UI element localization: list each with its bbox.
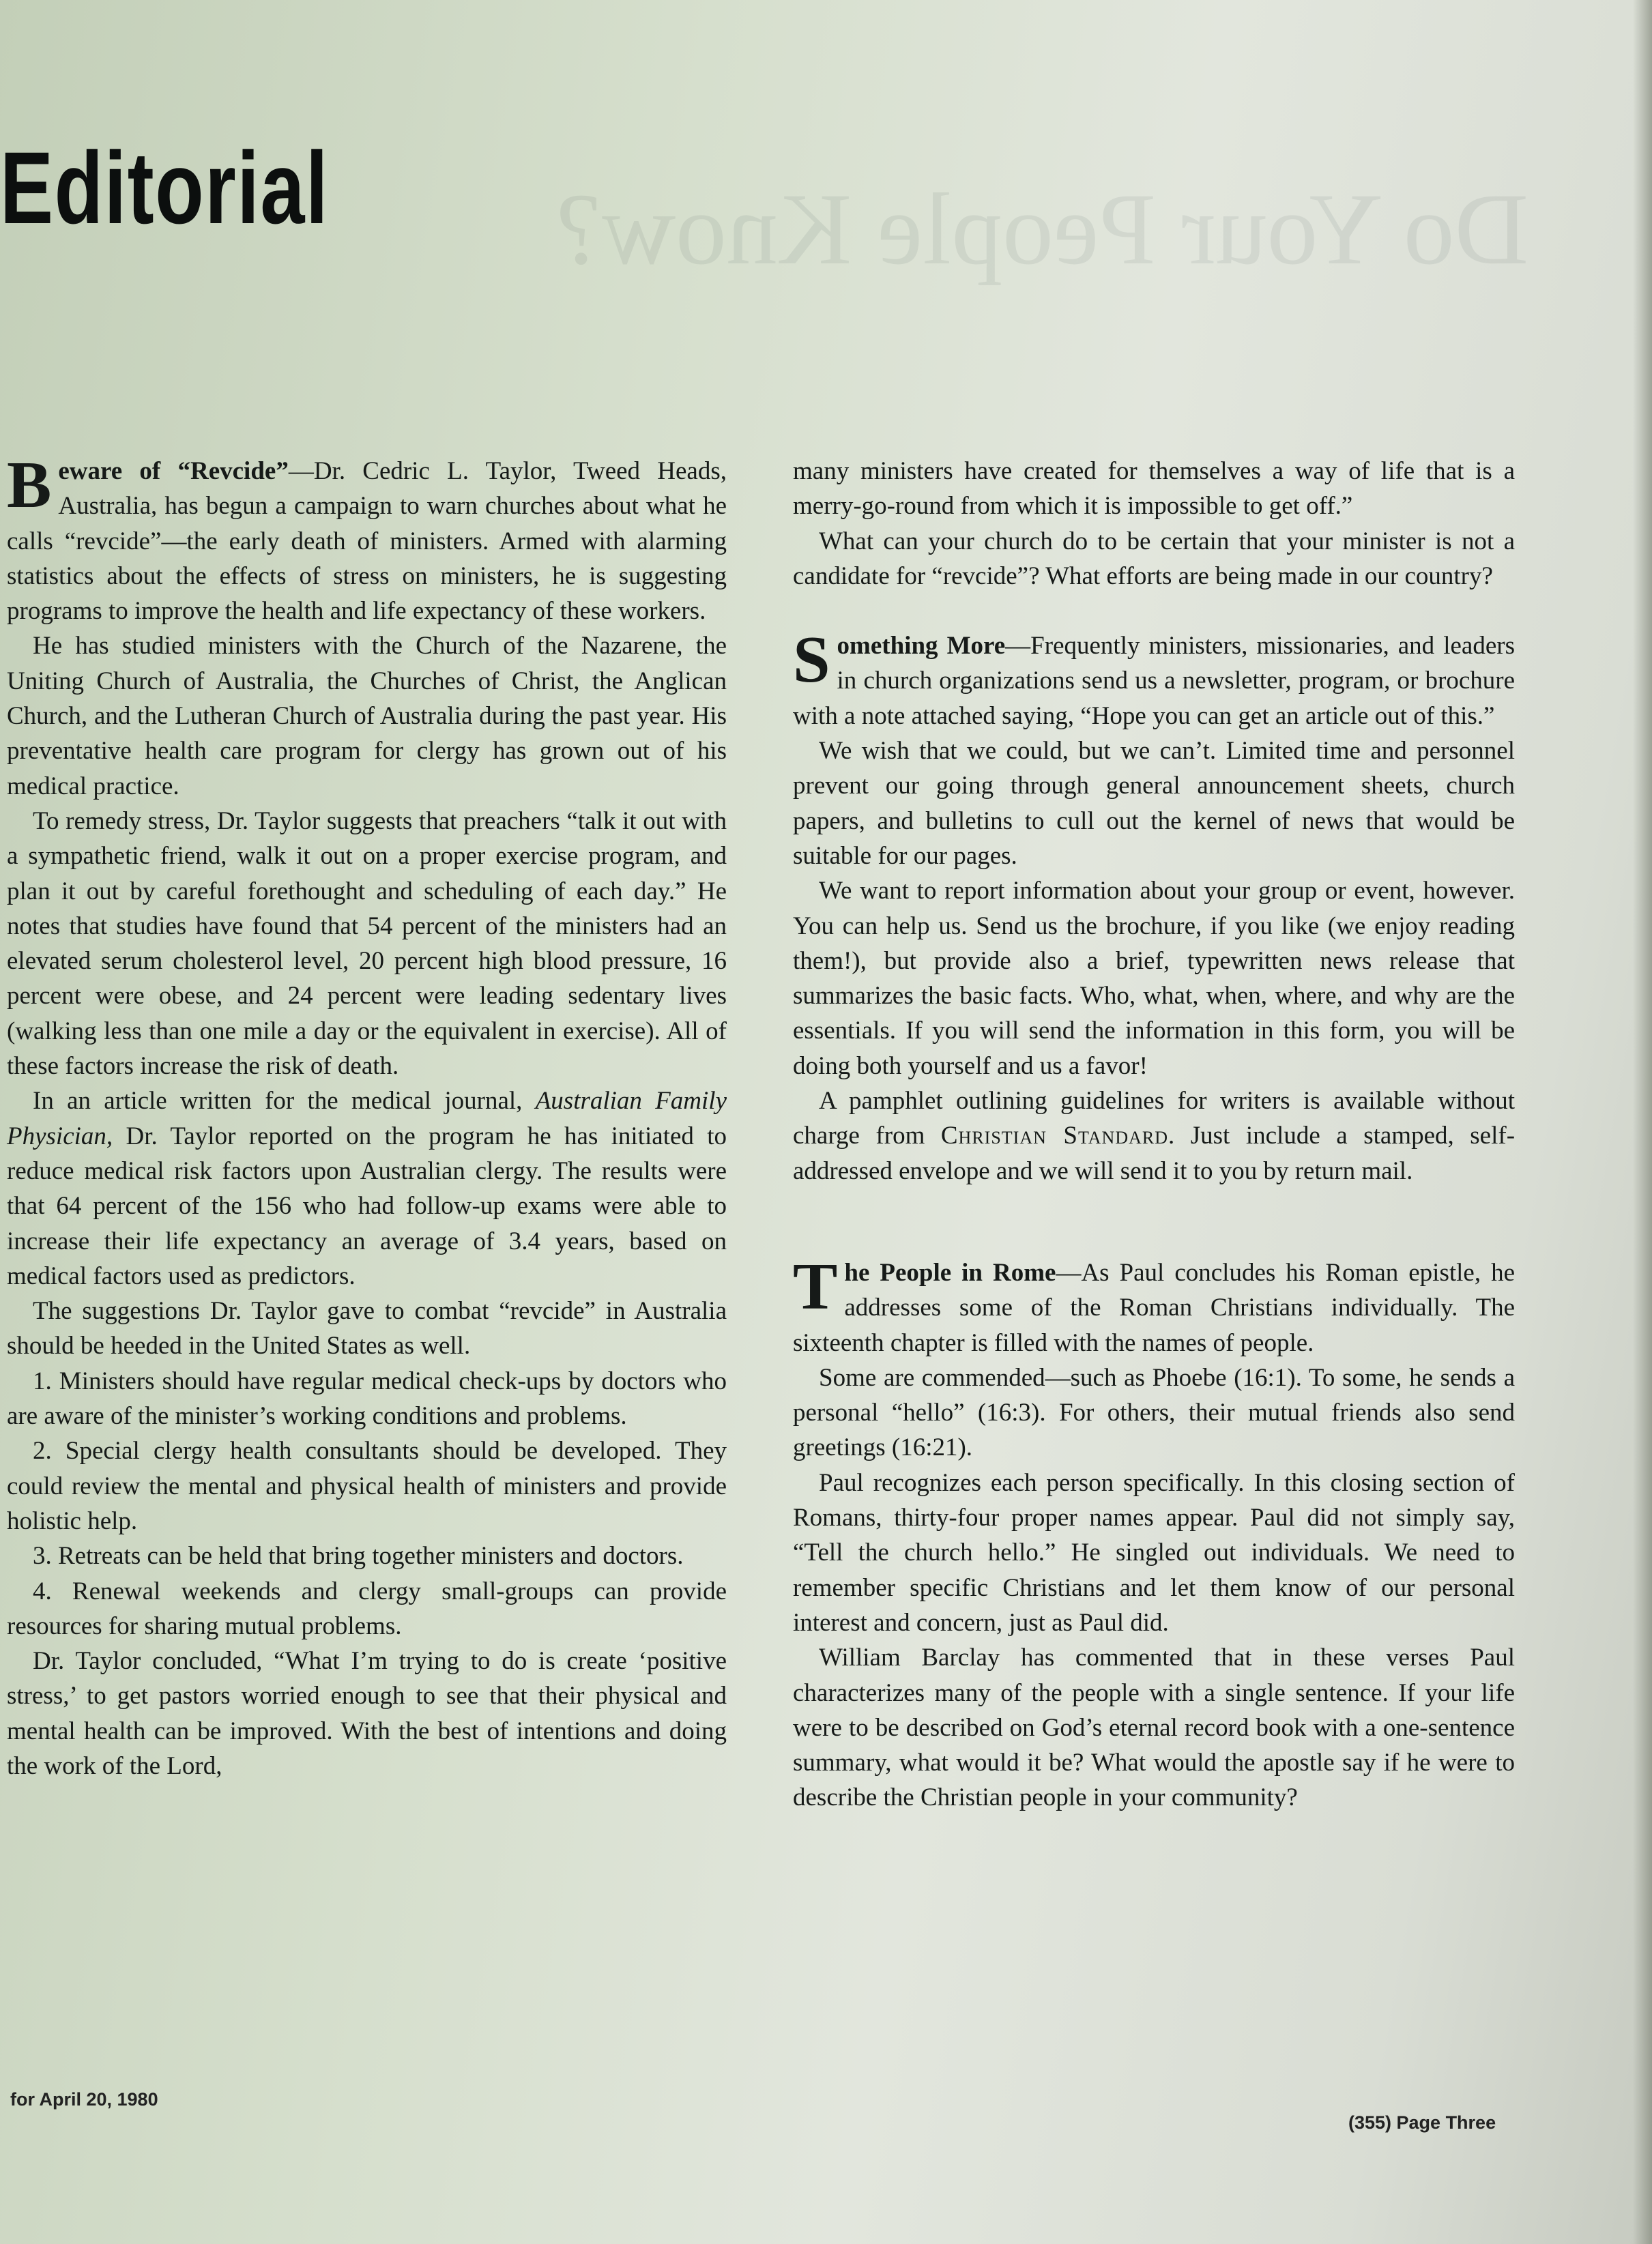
right-column: [793, 454, 1515, 1816]
footer-date: for April 20, 1980: [10, 2089, 158, 2110]
paragraph: Some are commended—such as Phoebe (16:1). To some, he sends a personal “hello” (16:3). For others, their mutual friends also send greetings (16:21).: [793, 1363, 1515, 1462]
bleed-through-heading: Do Your People Know?: [556, 173, 1528, 286]
paragraph: Paul recognizes each person specifically. In this closing section of Romans, thirty-four proper names appear. Paul did not simply say, “Tell the church hello.” He singled out individuals. We need to remember specific Christians and let them know of our personal interest and concern, just as Paul did.: [793, 1468, 1515, 1637]
journal-title: Australian Family Physician,: [7, 1087, 727, 1150]
list-item: 3. Retreats can be held that bring together ministers and doctors.: [33, 1542, 684, 1571]
paragraph-text: . Just include a stamped, self-addressed envelope and we will send it to you by return mail.: [793, 1122, 1516, 1185]
paragraph-text: —Frequently ministers, missionaries, and leaders in church organizations send us a newsletter, program, or brochure with a note attached saying, “Hope you can get an article out of this.”: [793, 632, 1515, 730]
publication-name: Christian Standard: [940, 1122, 1168, 1150]
list-item: 1. Ministers should have regular medical check-ups by doctors who are aware of the minister’s working conditions and problems.: [7, 1367, 727, 1431]
paragraph-text: Dr. Taylor reported on the program he has initiated to reduce medical risk factors upon Australian clergy. The results were that 64 percent of the 156 who had follow-up exams were able to increase their life expectancy an average of 3.4 years, based on medical factors used as predictors.: [7, 1122, 727, 1290]
paragraph-text: A pamphlet outlining guidelines for writers is available without charge from: [793, 1087, 1515, 1150]
section-heading-revcide: eware of “Revcide”: [58, 457, 289, 485]
paragraph: [7, 1083, 727, 1294]
paragraph-revcide-intro: [7, 448, 727, 628]
section-heading-people-in-rome: he People in Rome: [844, 1258, 1056, 1287]
page-edge-shadow: [1633, 0, 1652, 2244]
paragraph: Dr. Taylor concluded, “What I’m trying to do is create ‘positive stress,’ to get pastors worried enough to see that their physical and mental health can be improved. With the best of intentions and doing the work of the Lord,: [7, 1647, 727, 1780]
paragraph: The suggestions Dr. Taylor gave to combat “revcide” in Australia should be heeded in the United States as well.: [7, 1297, 727, 1360]
paragraph: He has studied ministers with the Church of the Nazarene, the Uniting Church of Australia, the Churches of Christ, the Anglican Church, and the Lutheran Church of Australia during the past year. His preventative health care program for clergy has grown out of his medical practice.: [7, 632, 727, 800]
section-spacer: [793, 594, 1515, 628]
paragraph-continuation: many ministers have created for themselves a way of life that is a merry-go-round from which it is impossible to get off.”: [793, 457, 1515, 521]
paragraph: To remedy stress, Dr. Taylor suggests that preachers “talk it out with a sympathetic friend, walk it out on a proper exercise program, and plan it out by careful forethought and scheduling of each day.” He notes that studies have found that 54 percent of the ministers had an elevated serum cholesterol level, 20 percent high blood pressure, 16 percent were obese, and 24 percent were leading sedentary lives (walking less than one mile a day or the equivalent in exercise). All of these factors increase the risk of death.: [7, 806, 727, 1081]
drop-cap: S: [793, 623, 830, 697]
paragraph: What can your church do to be certain that your minister is not a candidate for “revcide”? What efforts are being made in our country?: [793, 527, 1515, 590]
drop-cap: B: [7, 448, 52, 522]
paragraph: We wish that we could, but we can’t. Limited time and personnel prevent our going through general announcement sheets, church papers, and bulletins to cull out the kernel of news that would be suitable for our pages.: [793, 737, 1515, 870]
section-heading-something-more: omething More: [837, 632, 1006, 660]
paragraph-something-more-intro: [793, 623, 1515, 733]
paragraph-people-in-rome-intro: [793, 1249, 1515, 1360]
footer-page-number: (355) Page Three: [1348, 2112, 1496, 2133]
section-spacer: [793, 1189, 1515, 1255]
list-item: 2. Special clergy health consultants should be developed. They could review the mental and physical health of ministers and provide holistic help.: [7, 1437, 727, 1535]
drop-cap: T: [793, 1249, 838, 1324]
paragraph: [793, 1083, 1515, 1189]
paragraph-text: In an article written for the medical journal,: [33, 1087, 536, 1116]
page-title: Editorial: [0, 130, 330, 245]
paragraph: We want to report information about your group or event, however. You can help us. Send us the brochure, if you like (we enjoy reading them!), but provide also a brief, typewritten news release that summarizes the basic facts. Who, what, when, where, and why are the essentials. If you will send the information in this form, you will be doing both yourself and us a favor!: [793, 877, 1515, 1080]
paragraph-text: —As Paul concludes his Roman epistle, he addresses some of the Roman Christians individually. The sixteenth chapter is filled with the names of people.: [793, 1258, 1515, 1357]
paragraph: William Barclay has commented that in these verses Paul characterizes many of the people with a single sentence. If your life were to be described on God’s eternal record book with a one-sentence summary, what would it be? What would the apostle say if he were to describe the Christian people in your community?: [793, 1644, 1515, 1812]
left-column: [7, 448, 727, 1783]
list-item: 4. Renewal weekends and clergy small-groups can provide resources for sharing mutual problems.: [7, 1577, 727, 1640]
paragraph-text: —Dr. Cedric L. Taylor, Tweed Heads, Australia, has begun a campaign to warn churches about what he calls “revcide”—the early death of ministers. Armed with alarming statistics about the effects of stress on ministers, he is suggesting programs to improve the health and life expectancy of these workers.: [7, 457, 727, 626]
